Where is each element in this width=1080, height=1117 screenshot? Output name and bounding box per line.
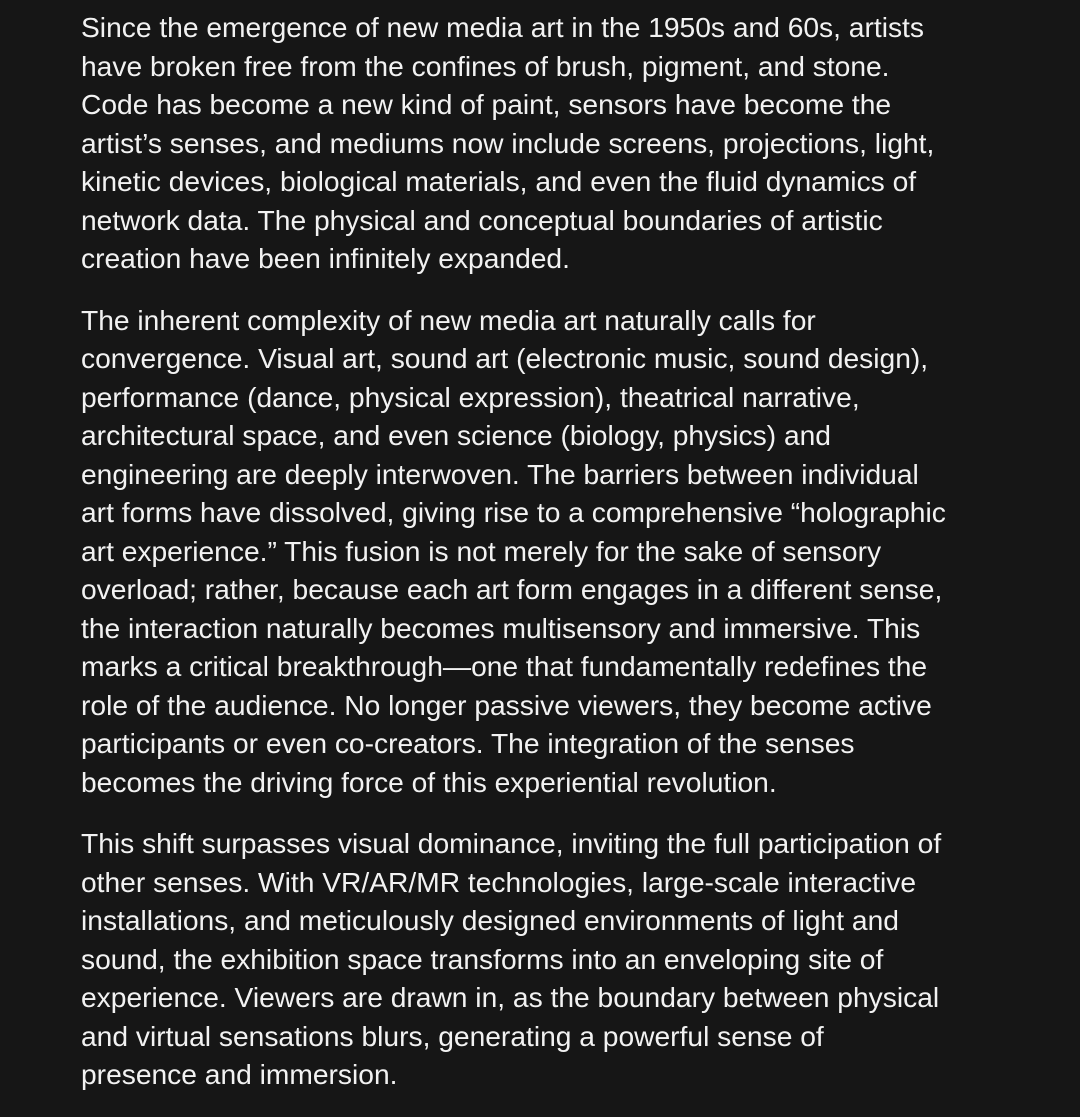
- text-line: architectural space, and even science (biology, physics) and: [81, 419, 831, 451]
- text-line: the interaction naturally becomes multisensory and immersive. This: [81, 611, 921, 644]
- text-line: The inherent complexity of new media art naturally calls for: [81, 303, 816, 336]
- text-line: other senses. With VR/AR/MR technologies, large-scale interactive: [81, 865, 917, 898]
- text-line: kinetic devices, biological materials, and even the fluid dynamics of: [81, 165, 917, 197]
- text-line: This shift surpasses visual dominance, inviting the full participation of: [81, 827, 942, 859]
- text-line: art forms have dissolved, giving rise to a comprehensive “holographic: [81, 496, 946, 528]
- text-line: network data. The physical and conceptual boundaries of artistic: [81, 203, 883, 236]
- text-line: performance (dance, physical expression), theatrical narrative,: [81, 380, 860, 413]
- paragraph-1: [81, 8, 1011, 278]
- text-line: marks a critical breakthrough—one that fundamentally redefines the: [81, 650, 928, 682]
- text-line: sound, the exhibition space transforms into an enveloping site of: [81, 942, 884, 975]
- text-line: and virtual sensations blurs, generating a powerful sense of: [81, 1019, 824, 1052]
- text-line: role of the audience. No longer passive viewers, they become active: [81, 688, 932, 721]
- article-body: [81, 8, 1011, 1117]
- text-line: artist’s senses, and mediums now include screens, projections, light,: [81, 126, 935, 159]
- text-line: presence and immersion.: [81, 1058, 398, 1090]
- text-line: Code has become a new kind of paint, sensors have become the: [81, 88, 892, 120]
- text-line: engineering are deeply interwoven. The barriers between individual: [81, 457, 919, 490]
- text-line: creation have been infinitely expanded.: [81, 242, 570, 274]
- paragraph-3: [81, 824, 1011, 1094]
- text-line: participants or even co-creators. The integration of the senses: [81, 727, 855, 759]
- text-line: becomes the driving force of this experiential revolution.: [81, 765, 777, 798]
- text-line: experience. Viewers are drawn in, as the boundary between physical: [81, 981, 940, 1013]
- text-line: Since the emergence of new media art in the 1950s and 60s, artists: [81, 11, 924, 43]
- text-line: convergence. Visual art, sound art (electronic music, sound design),: [81, 342, 929, 374]
- paragraph-2: [81, 301, 1011, 802]
- text-line: overload; rather, because each art form engages in a different sense,: [81, 573, 943, 605]
- text-line: art experience.” This fusion is not merely for the sake of sensory: [81, 534, 882, 567]
- text-line: installations, and meticulously designed environments of light and: [81, 904, 899, 936]
- text-line: have broken free from the confines of brush, pigment, and stone.: [81, 49, 890, 82]
